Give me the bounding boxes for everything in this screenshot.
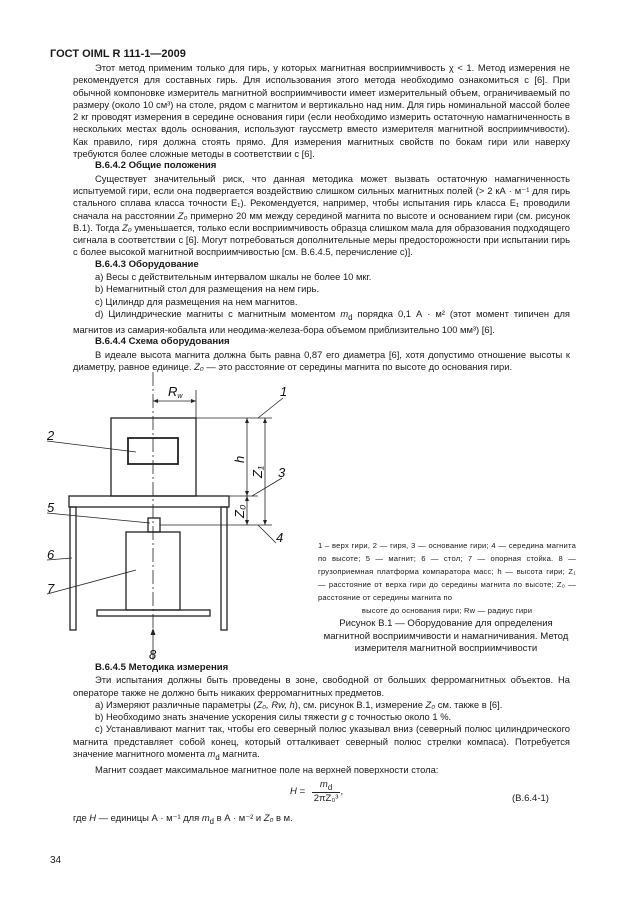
var-m: m (340, 307, 349, 319)
procedure-item-c (73, 723, 570, 764)
label-7: 7 (47, 581, 55, 596)
formula-numerator (312, 779, 341, 793)
var-m: m (207, 748, 216, 760)
label-1: 1 (280, 384, 288, 399)
text: — единицы А · м⁻¹ для (96, 812, 202, 823)
procedure-item-b (73, 711, 570, 723)
sub-d: d (209, 816, 215, 826)
text: Существует значительный риск, что данная методика может вызвать остаточную намагниченность испытуемой гири, если она подвергается воздействию слишком сильных магнитных полей (> 2 кА · м⁻¹ для гирь стального сплава класса точности E₁). Рекомендуется, например, чтобы испытания гирь класса E₁ проводили сначала на расстоянии (73, 172, 570, 221)
leader-3 (252, 478, 282, 496)
main-text-lower (73, 662, 570, 777)
text: c) Устанавливают магнит так, чтобы его северный полюс указывал вниз (северный полюс цилиндрического магнита представляет собой конец, который отталкивает северный полюс стрелки компаса). Потребуется значение магнитного момента (73, 723, 570, 760)
where-line (73, 812, 570, 828)
where-text (73, 812, 570, 828)
text: — это расстояние от середины магнита по высоте до основания гири. (203, 361, 513, 372)
section-heading-b645: В.6.4.5 Методика измерения (95, 662, 229, 673)
text: в м. (273, 812, 293, 823)
sub-d: d (215, 752, 220, 762)
rw-sub: w (177, 393, 183, 400)
arrow-8-head (151, 628, 156, 635)
label-3: 3 (278, 465, 286, 480)
rw-main: R (168, 384, 178, 399)
label-rw (168, 384, 183, 400)
formula-fraction (312, 779, 344, 804)
label-6: 6 (47, 547, 55, 562)
procedure-item-a (73, 699, 570, 711)
table-leg-left (70, 507, 76, 630)
equipment-item-c: c) Цилиндр для размещения на нем магнитов. (95, 295, 298, 307)
weight-body (111, 418, 196, 496)
sub-d: d (327, 782, 333, 792)
text: d) Цилиндрические магниты с магнитным моментом (95, 307, 341, 319)
label-z0: Z₀ (232, 504, 247, 518)
var-z0: Z₀ (194, 361, 204, 372)
section-heading-b642: В.6.4.2 Общие положения (95, 160, 217, 172)
page-number: 34 (50, 855, 62, 866)
label-8: 8 (149, 647, 157, 662)
text: см. также в [6]. (435, 698, 503, 710)
text: примерно 20 мм между серединой магнита по высоте и основанием гири (см. рисунок В.1). Тогда (73, 209, 570, 233)
formula-denominator: 2πZ₀³ (313, 792, 339, 804)
figure-caption: Рисунок В.1 — Оборудование для определения магнитной восприимчивости и намагничивания. Метод измерителя магнитной восприимчивости (323, 618, 569, 654)
intro-paragraph: Этот метод применим только для гирь, у которых магнитная восприимчивость χ < 1. Метод измерения не рекомендуется для составных гирь. Для использования этого метода необходимо ознакомиться с [6]. При обычной компоновке измеритель магнитной восприимчивости имеет измерительный объем, ограничиваемый по размеру (около 10 см³) на столе, рядом с магнитом и вертикально над ним. Для гирь номинальной массой более 2 кг проводят измерения в середине основания гири (если необходимо измерить остаточную намагниченность в нескольких местах вдоль основания, используют гауссметр вместо измерителя магнитной восприимчивости). Как правило, гиря должна стоять прямо. Для измерения магнитных свойств по бокам гири или наверху требуются более сложные методы в соответствии с [6]. (73, 62, 570, 160)
text: уменьшается, только если восприимчивость образца слишком мала для образования подходящего сигнала в соответствии с [6]. Могут потребоваться дополнительные меры предосторожности при испытании гирь с более высокой магнитной восприимчивостью [см. В.6.4.5, перечисление с)]. (73, 221, 570, 258)
text: В идеале высота магнита должна быть равна 0,87 его диаметра [6], хотя допустимо отношение высоты к диаметру, равное единице. (73, 348, 570, 372)
var-m: m (319, 779, 328, 790)
text: порядка 0,1 А · м² (этот момент типичен для магнитов из самария-кобальта или неодима-железа-бора объемом приблизительно 100 мм³) [6]. (73, 307, 571, 336)
document-header: ГОСТ OIML R 111-1—2009 (50, 48, 186, 60)
formula-b641 (290, 779, 343, 804)
legend-text: 1 – верх гири, 2 — гиря, 3 — основание гири; 4 — середина магнита по высоте; 5 — магнит; 6 — стол; 7 — опорная стойка. 8 — грузоприемная платформа компаратора масс; h — высота гири; Z₁ — расстояние от верха гири до середины магнита по высоте; Z₀ — расстояние от середины магнита по (318, 541, 576, 602)
label-h: h (232, 455, 247, 463)
leader-7 (47, 570, 136, 594)
label-5: 5 (47, 500, 55, 515)
label-4: 4 (276, 530, 284, 545)
leader-4 (258, 525, 276, 543)
equipment-item-b: b) Немагнитный стол для размещения на нем гирь. (95, 283, 320, 295)
var-z0: Z₀ (121, 221, 132, 233)
var-z0: Z₀ (263, 812, 274, 823)
table-top (69, 496, 229, 507)
equipment-item-a: a) Весы с действительным интервалом шкалы не более 10 мкг. (95, 271, 372, 283)
balance-platform (97, 610, 210, 616)
vars: Z₀, Rw, h (256, 698, 295, 710)
magnet (148, 518, 160, 532)
text: с точностью около 1 %. (346, 711, 452, 723)
text: магнита. (219, 748, 260, 760)
legend-text-last: высоте до основания гири; Rw — радиус гири (361, 606, 533, 615)
text: b) Необходимо знать значение ускорения силы тяжести (95, 711, 342, 723)
sub-d: d (348, 312, 353, 322)
text: в А · м⁻² и (214, 812, 264, 823)
leader-2 (47, 441, 136, 452)
var-h: H (89, 812, 97, 823)
section-heading-b643: В.6.4.3 Оборудование (95, 258, 199, 270)
leader-1 (258, 398, 283, 418)
field-paragraph: Магнит создает максимальное магнитное поле на верхней поверхности стола: (95, 764, 439, 776)
var-m: m (201, 812, 210, 823)
label-z1: Z₁ (250, 465, 265, 478)
text: a) Измеряют различные параметры ( (95, 698, 257, 710)
leader-5 (47, 513, 150, 523)
procedure-paragraph: Эти испытания должны быть проведены в зоне, свободной от больших ферромагнитных объектов. На операторе также не должно быть никаких ферромагнитных предметов. (73, 674, 570, 698)
formula-comma: , (340, 785, 344, 797)
figure-legend (318, 539, 576, 617)
var-z0: Z₀ (425, 698, 436, 710)
section-heading-b644: В.6.4.4 Схема оборудования (95, 336, 230, 348)
table-leg-right (221, 507, 227, 630)
text: ), см. рисунок В.1, измерение (294, 698, 426, 710)
var-g: g (341, 711, 347, 723)
text: где (73, 812, 90, 823)
label-2: 2 (47, 428, 55, 443)
var-z0: Z₀ (177, 209, 188, 221)
formula-lhs: H = (290, 785, 306, 797)
equation-number: (В.6.4-1) (512, 793, 549, 804)
